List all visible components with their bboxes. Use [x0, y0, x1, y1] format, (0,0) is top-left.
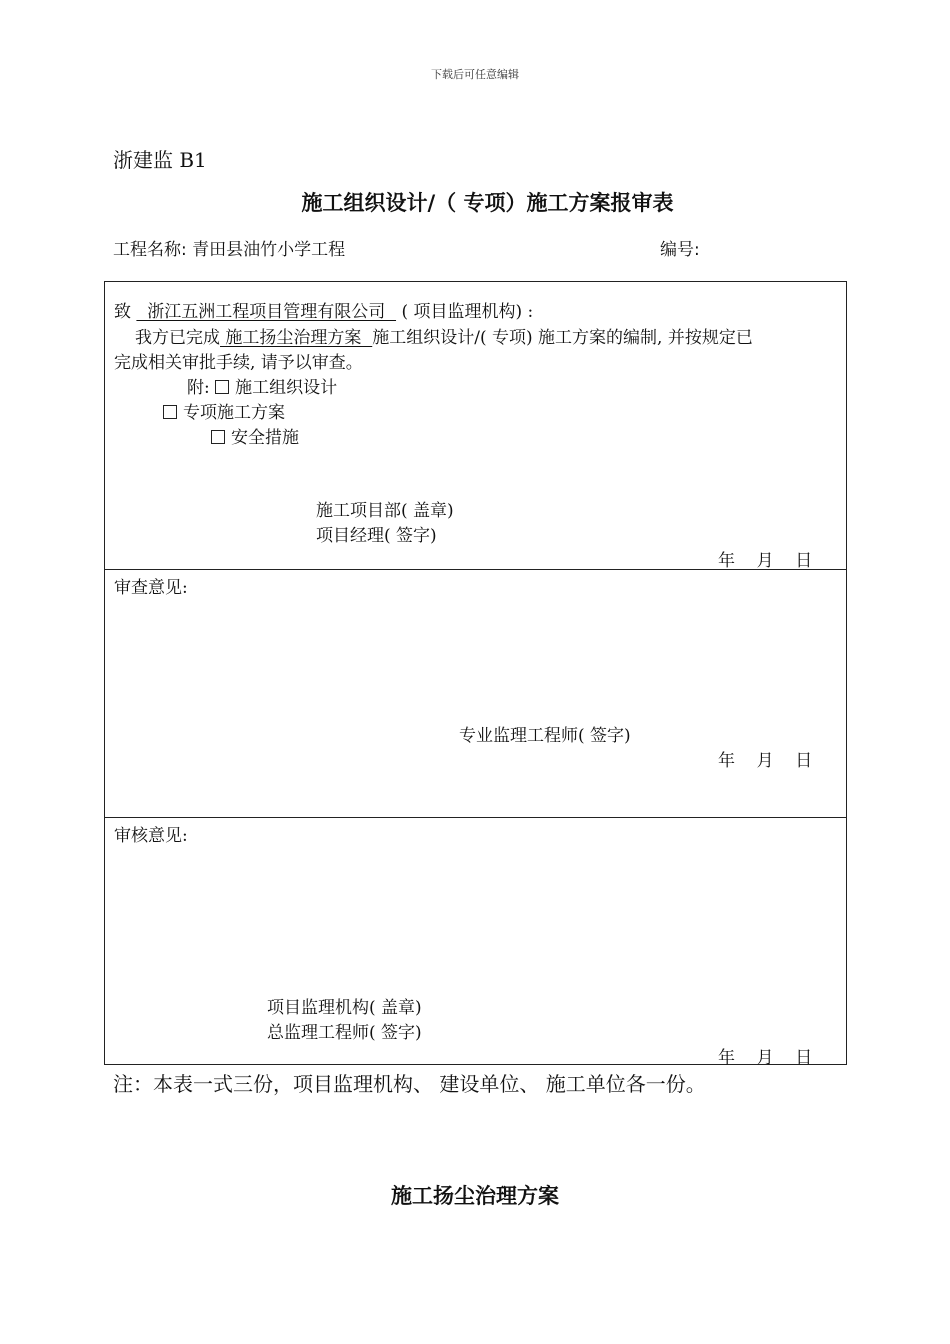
- statement-prefix: 我方已完成: [135, 328, 220, 348]
- review-opinion-label: 审查意见:: [114, 578, 188, 598]
- date-line: 年 月 日: [718, 751, 813, 771]
- date-line: 年 月 日: [718, 551, 813, 571]
- review-form-table: [104, 281, 847, 1068]
- attachment-label: 安全措施: [231, 428, 299, 448]
- attachment-label: 施工组织设计: [235, 378, 338, 398]
- attachment-1: [187, 373, 337, 398]
- plan-name: 施工扬尘治理方案: [220, 328, 373, 348]
- checkbox[interactable]: [215, 380, 229, 394]
- project-name: 青田县油竹小学工程: [192, 240, 346, 260]
- checkbox[interactable]: [211, 430, 225, 444]
- audit-opinion-label: 审核意见:: [114, 826, 188, 846]
- header-note: 下载后可任意编辑: [431, 68, 519, 81]
- page-title: 施工组织设计/（ 专项）施工方案报审表: [301, 191, 674, 215]
- footnote: 注：本表一式三份，项目监理机构、 建设单位、 施工单位各一份。: [113, 1072, 706, 1096]
- addressee-line: [114, 297, 533, 322]
- addressee-prefix: 致: [114, 302, 131, 322]
- form-code: 浙建监 B1: [113, 148, 207, 172]
- supervisor-org: 浙江五洲工程项目管理有限公司: [136, 302, 397, 322]
- checkbox[interactable]: [163, 405, 177, 419]
- addressee-suffix: ( 项目监理机构) :: [401, 302, 534, 322]
- signature-manager: 项目经理( 签字): [316, 526, 437, 546]
- signature-chief: 总监理工程师( 签字): [267, 1023, 422, 1043]
- number-label: 编号:: [660, 240, 700, 260]
- signature-dept: 施工项目部( 盖章): [316, 501, 454, 521]
- project-label: 工程名称:: [113, 240, 187, 260]
- attachment-2: [163, 398, 285, 423]
- date-line: 年 月 日: [718, 1048, 813, 1068]
- statement-line-1: [135, 323, 753, 348]
- statement-suffix: 施工组织设计/( 专项) 施工方案的编制, 并按规定已: [372, 328, 753, 348]
- section-title: 施工扬尘治理方案: [391, 1184, 559, 1208]
- signature-engineer: 专业监理工程师( 签字): [459, 726, 631, 746]
- attachment-label: 专项施工方案: [183, 403, 285, 423]
- statement-line-2: 完成相关审批手续, 请予以审查。: [114, 353, 363, 373]
- project-name-line: [113, 235, 345, 260]
- attachment-3: [211, 423, 299, 448]
- attach-label: 附:: [187, 378, 210, 398]
- divider: [105, 569, 846, 570]
- divider: [105, 817, 846, 818]
- signature-org: 项目监理机构( 盖章): [267, 998, 422, 1018]
